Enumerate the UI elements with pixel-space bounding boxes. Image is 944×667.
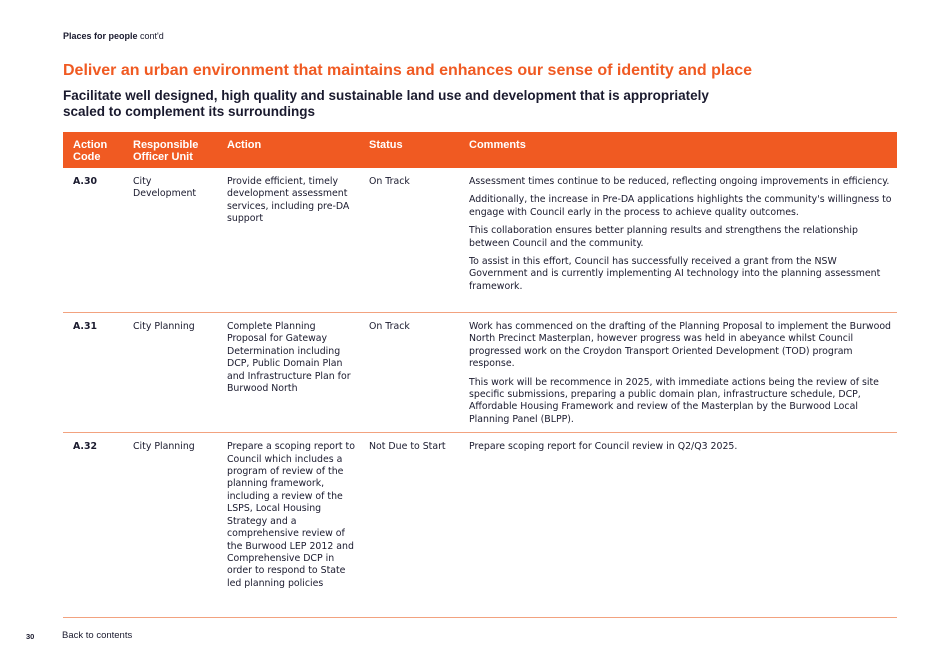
table-row [63,168,897,313]
status: Not Due to Start [359,433,459,618]
action-text: Prepare a scoping report to Council which includes a program of review of the planning framework, including a review of the LSPS, Local Housing Strategy and a comprehensive review of the Burwood LEP 2012 and Comprehensive DCP in order to respond to State led planning policies [217,433,359,618]
comments [459,168,897,313]
table-header-row [63,132,897,168]
action-code: A.32 [63,433,123,618]
table-row [63,313,897,433]
comment-paragraph: This work will be recommence in 2025, with immediate actions being the review of site specific submissions, preparing a public domain plan, infrastructure schedule, DCP, Affordable Housing Framework and review of the Masterplan by the Burwood Local Planning Panel (BLPP). [469,376,879,425]
comments [459,433,897,618]
section-label-suffix: cont'd [137,31,164,41]
status: On Track [359,313,459,433]
action-text: Provide efficient, timely development assessment services, including pre-DA support [217,168,359,313]
header-responsible-unit: Responsible Officer Unit [123,132,217,168]
status: On Track [359,168,459,313]
comment-paragraph: To assist in this effort, Council has successfully received a grant from the NSW Government and is currently implementing AI technology into the planning assessment framework. [469,256,881,292]
actions-table [63,132,897,618]
back-to-contents-link[interactable]: Back to contents [62,630,133,641]
responsible-unit: City Development [123,168,217,313]
section-label [63,31,164,41]
comment-paragraph: Prepare scoping report for Council review in Q2/Q3 2025. [469,441,738,453]
comment-paragraph: Assessment times continue to be reduced, reflecting ongoing improvements in efficiency. [469,176,890,187]
table-row [63,433,897,618]
header-comments: Comments [459,132,897,168]
header-action-code: Action Code [63,132,123,168]
comment-paragraph: This collaboration ensures better planning results and strengthens the relationship between Council and the community. [469,225,858,249]
responsible-unit: City Planning [123,313,217,433]
page-heading: Deliver an urban environment that maintains and enhances our sense of identity and place [63,62,753,79]
header-action: Action [217,132,359,168]
comment-paragraph: Work has commenced on the drafting of the Planning Proposal to implement the Burwood North Precinct Masterplan, however progress was held in abeyance whilst Council progressed work on the Croydon Transport Oriented Development (TOD) program response. [469,321,892,370]
responsible-unit: City Planning [123,433,217,618]
header-status: Status [359,132,459,168]
section-label-bold: Places for people [63,31,138,41]
action-code: A.30 [63,168,123,313]
page-number: 30 [26,632,35,641]
comment-paragraph: Additionally, the increase in Pre-DA applications highlights the community's willingness to engage with Council early in the process to achieve quality outcomes. [469,194,892,218]
action-code: A.31 [63,313,123,433]
comments [459,313,897,433]
page-subheading: Facilitate well designed, high quality and sustainable land use and development that is appropriately scaled to complement its surroundings [63,88,709,119]
action-text: Complete Planning Proposal for Gateway Determination including DCP, Public Domain Plan and Infrastructure Plan for Burwood North [217,313,359,433]
